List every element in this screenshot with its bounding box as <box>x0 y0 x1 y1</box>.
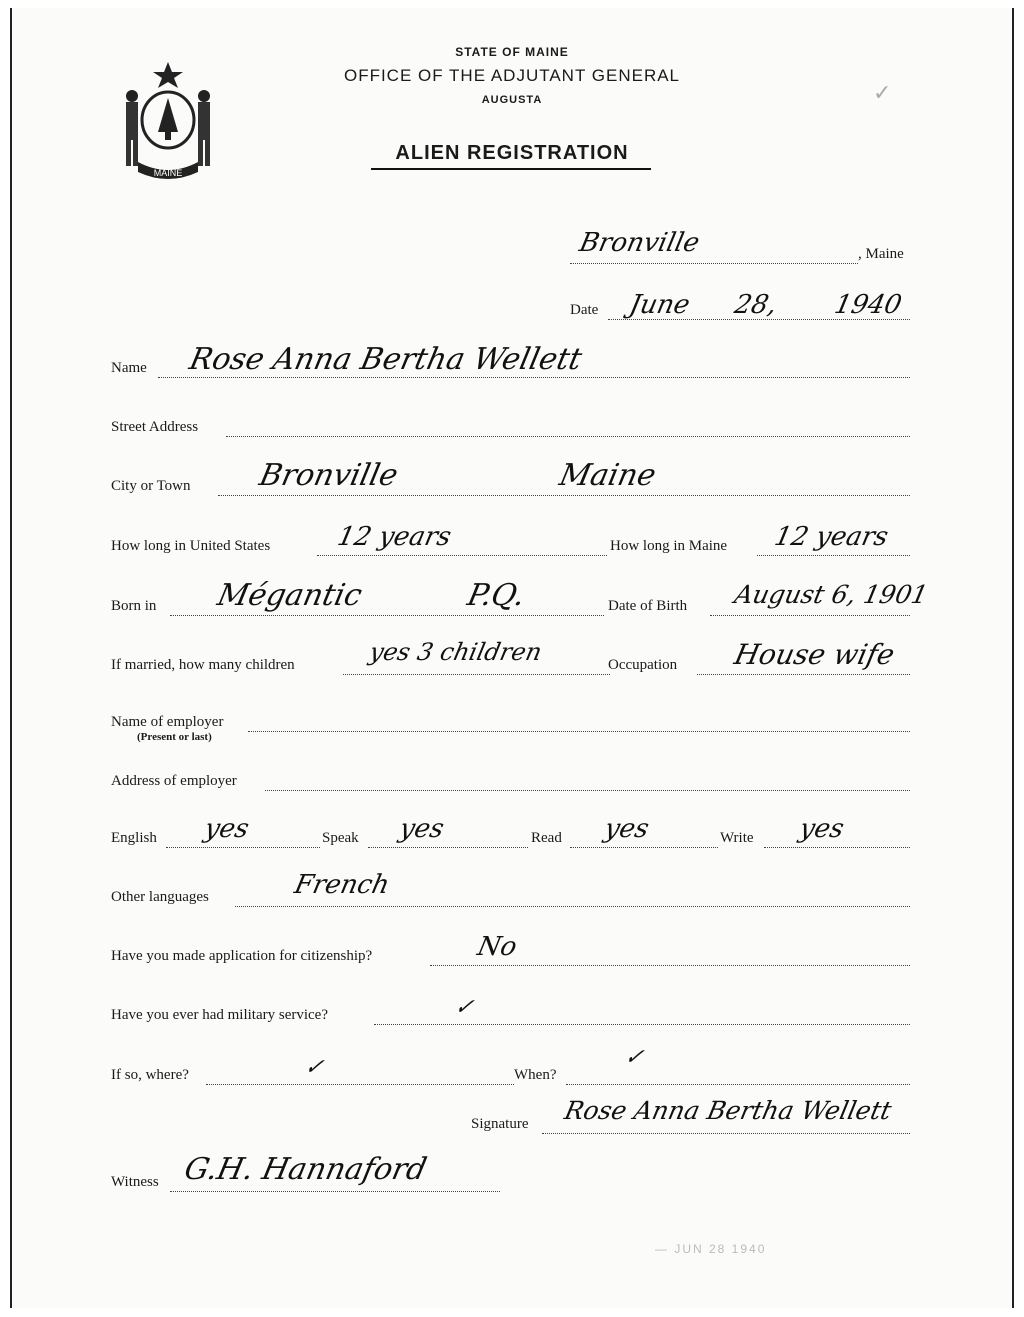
employer-label: Name of employer <box>111 714 224 730</box>
employer-address-line <box>265 789 910 791</box>
born-prov-value: P.Q. <box>464 578 529 613</box>
write-label: Write <box>720 830 754 846</box>
other-languages-value: French <box>291 870 393 900</box>
where-value: ✓ <box>302 1055 327 1080</box>
received-stamp: — JUN 28 1940 <box>655 1242 767 1256</box>
occupation-line <box>697 673 910 675</box>
english-label: English <box>111 830 157 846</box>
date-day: 28, <box>731 290 780 320</box>
how-long-maine-label: How long in Maine <box>610 538 728 554</box>
witness-line <box>170 1190 500 1192</box>
when-label: When? <box>514 1067 557 1083</box>
speak-value: yes <box>396 814 447 844</box>
name-value: Rose Anna Bertha Wellett <box>186 342 585 377</box>
employer-address-label: Address of employer <box>111 773 237 789</box>
english-line <box>166 846 320 848</box>
witness-label: Witness <box>111 1174 159 1190</box>
other-languages-label: Other languages <box>111 889 209 905</box>
city-label: City or Town <box>111 478 191 494</box>
born-in-value: Mégantic <box>214 578 366 613</box>
read-label: Read <box>531 830 562 846</box>
read-line <box>570 846 718 848</box>
children-value: yes 3 children <box>367 638 545 666</box>
how-long-us-label: How long in United States <box>111 538 271 554</box>
read-value: yes <box>601 814 652 844</box>
military-line <box>374 1023 910 1025</box>
military-label: Have you ever had military service? <box>111 1007 328 1023</box>
maine-label: , Maine <box>858 246 904 262</box>
born-in-label: Born in <box>111 598 157 614</box>
employer-sublabel: (Present or last) <box>137 731 212 743</box>
when-value: ✓ <box>622 1045 647 1070</box>
header-city: AUGUSTA <box>481 94 543 106</box>
write-value: yes <box>796 814 847 844</box>
street-label: Street Address <box>111 419 199 435</box>
where-line <box>206 1083 514 1085</box>
town-value: Bronville <box>576 228 703 258</box>
name-label: Name <box>111 360 147 376</box>
svg-text:MAINE: MAINE <box>153 168 183 178</box>
how-long-maine-value: 12 years <box>771 522 891 552</box>
street-line <box>226 435 910 437</box>
speak-line <box>368 846 528 848</box>
occupation-label: Occupation <box>608 657 678 673</box>
header-office: OFFICE OF THE ADJUTANT GENERAL <box>343 66 681 85</box>
check-mark-icon: ✓ <box>873 80 892 105</box>
born-in-line <box>170 614 604 616</box>
english-value: yes <box>201 814 252 844</box>
citizenship-line <box>430 964 910 966</box>
citizenship-label: Have you made application for citizenship? <box>111 948 373 964</box>
date-of-birth-value: August 6, 1901 <box>731 580 931 609</box>
how-long-us-line <box>317 554 607 556</box>
signature-line <box>542 1132 910 1134</box>
header-state: STATE OF MAINE <box>455 45 569 59</box>
date-year: 1940 <box>831 290 905 320</box>
date-month: June <box>626 290 693 320</box>
signature-label: Signature <box>471 1116 529 1132</box>
employer-line <box>248 730 910 732</box>
when-line <box>566 1083 910 1085</box>
city-line <box>218 494 910 496</box>
date-of-birth-label: Date of Birth <box>608 598 688 614</box>
date-label: Date <box>570 302 599 318</box>
form-title: ALIEN REGISTRATION <box>395 142 629 164</box>
married-children-label: If married, how many children <box>111 657 295 673</box>
title-underline <box>371 168 651 170</box>
if-so-where-label: If so, where? <box>111 1067 189 1083</box>
write-line <box>764 846 910 848</box>
speak-label: Speak <box>322 830 359 846</box>
other-languages-line <box>235 905 910 907</box>
how-long-maine-line <box>757 554 910 556</box>
date-of-birth-line <box>710 614 910 616</box>
citizenship-value: No <box>474 932 520 962</box>
town-line <box>570 262 858 264</box>
city-state-value: Maine <box>556 458 660 493</box>
occupation-value: House wife <box>731 638 898 671</box>
witness-value: G.H. Hannaford <box>181 1152 430 1187</box>
married-children-line <box>343 673 610 675</box>
city-value: Bronville <box>256 458 401 493</box>
military-value: ✓ <box>452 995 477 1020</box>
how-long-us-value: 12 years <box>334 522 454 552</box>
signature-value: Rose Anna Bertha Wellett <box>561 1096 895 1125</box>
